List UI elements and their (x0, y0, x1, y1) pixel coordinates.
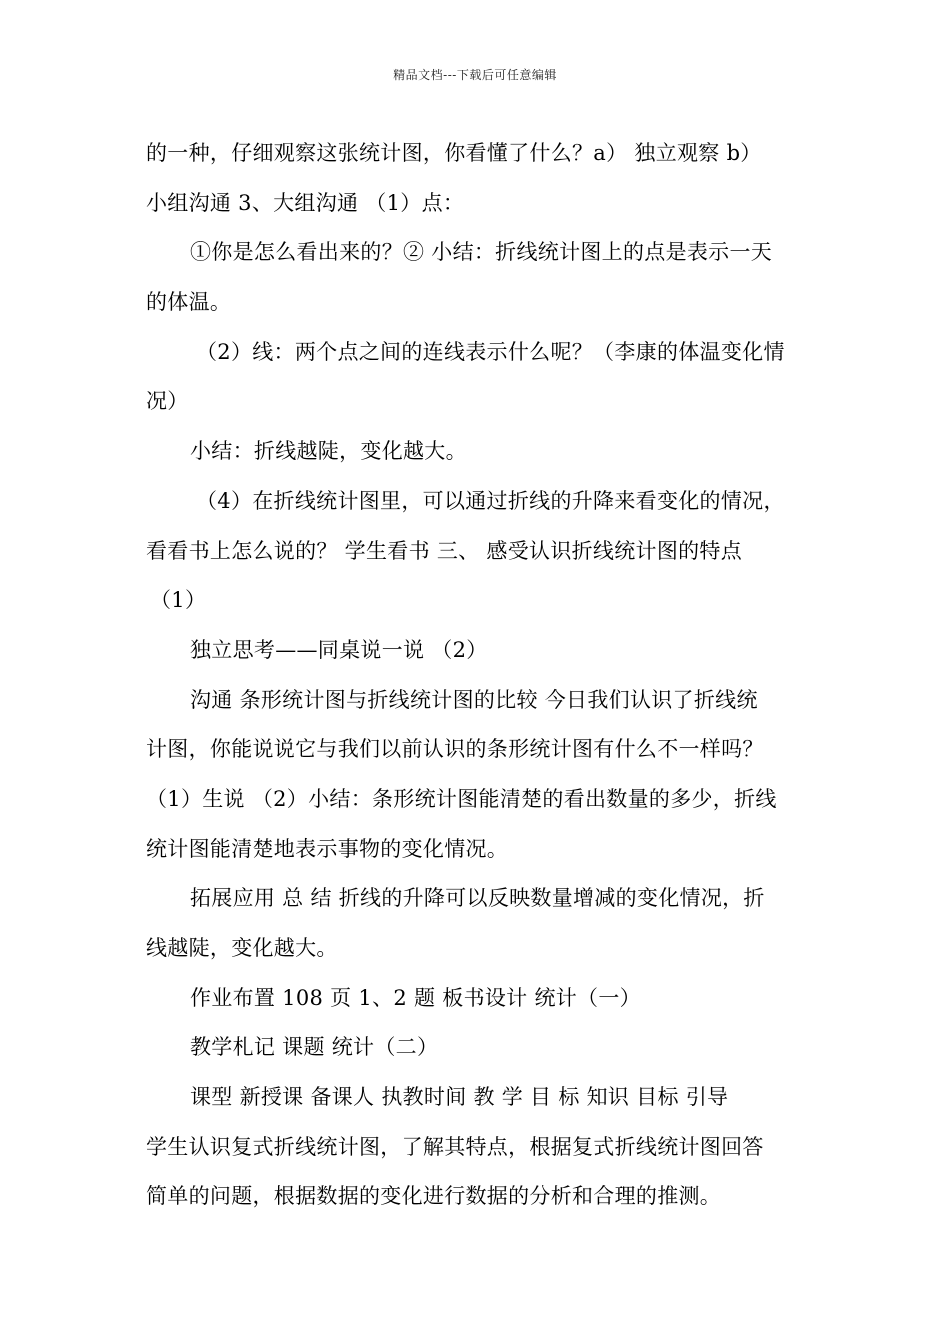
text-line: （1） (150, 588, 207, 613)
page-header: 精品文档---下载后可任意编辑 (393, 68, 557, 82)
text-line: 计图，你能说说它与我们以前认识的条形统计图有什么不一样吗？ (146, 737, 764, 762)
text-line: 拓展应用 总 结 折线的升降可以反映数量增减的变化情况，折 (190, 886, 765, 911)
text-line: 的一种，仔细观察这张统计图，你看懂了什么？a） 独立观察 b） (146, 141, 762, 165)
text-line: 统计图能清楚地表示事物的变化情况。 (146, 836, 509, 861)
text-line: （1）生说 （2）小结：条形统计图能清楚的看出数量的多少，折线 (146, 786, 777, 811)
text-line: 作业布置 108 页 1、2 题 板书设计 统计（一） (190, 985, 641, 1010)
text-line: 小结：折线越陡，变化越大。 (190, 439, 467, 464)
text-line: 的体温。 (146, 290, 232, 315)
text-line: 况） (146, 389, 189, 414)
text-line: 看看书上怎么说的？ 学生看书 三、 感受认识折线统计图的特点 (146, 538, 743, 563)
text-line: （4）在折线统计图里，可以通过折线的升降来看变化的情况， (196, 488, 785, 513)
text-line: 教学札记 课题 统计（二） (190, 1035, 439, 1060)
text-line: 线越陡，变化越大。 (146, 936, 338, 960)
text-line: 学生认识复式折线统计图，了解其特点，根据复式折线统计图回答 (146, 1134, 764, 1159)
text-line: ①你是怎么看出来的？② 小结：折线统计图上的点是表示一天 (190, 240, 773, 265)
text-line: 课型 新授课 备课人 执教时间 教 学 目 标 知识 目标 引导 (190, 1085, 729, 1110)
text-line: 独立思考——同桌说一说 （2） (190, 637, 488, 662)
text-line: 简单的问题，根据数据的变化进行数据的分析和合理的推测。 (146, 1184, 722, 1209)
text-line: 小组沟通 3、大组沟通 （1）点： (146, 190, 465, 215)
document-body (146, 129, 808, 1222)
text-line: 沟通 条形统计图与折线统计图的比较 今日我们认识了折线统 (190, 687, 758, 712)
text-line: （2）线：两个点之间的连线表示什么呢？（李康的体温变化情 (196, 339, 785, 364)
